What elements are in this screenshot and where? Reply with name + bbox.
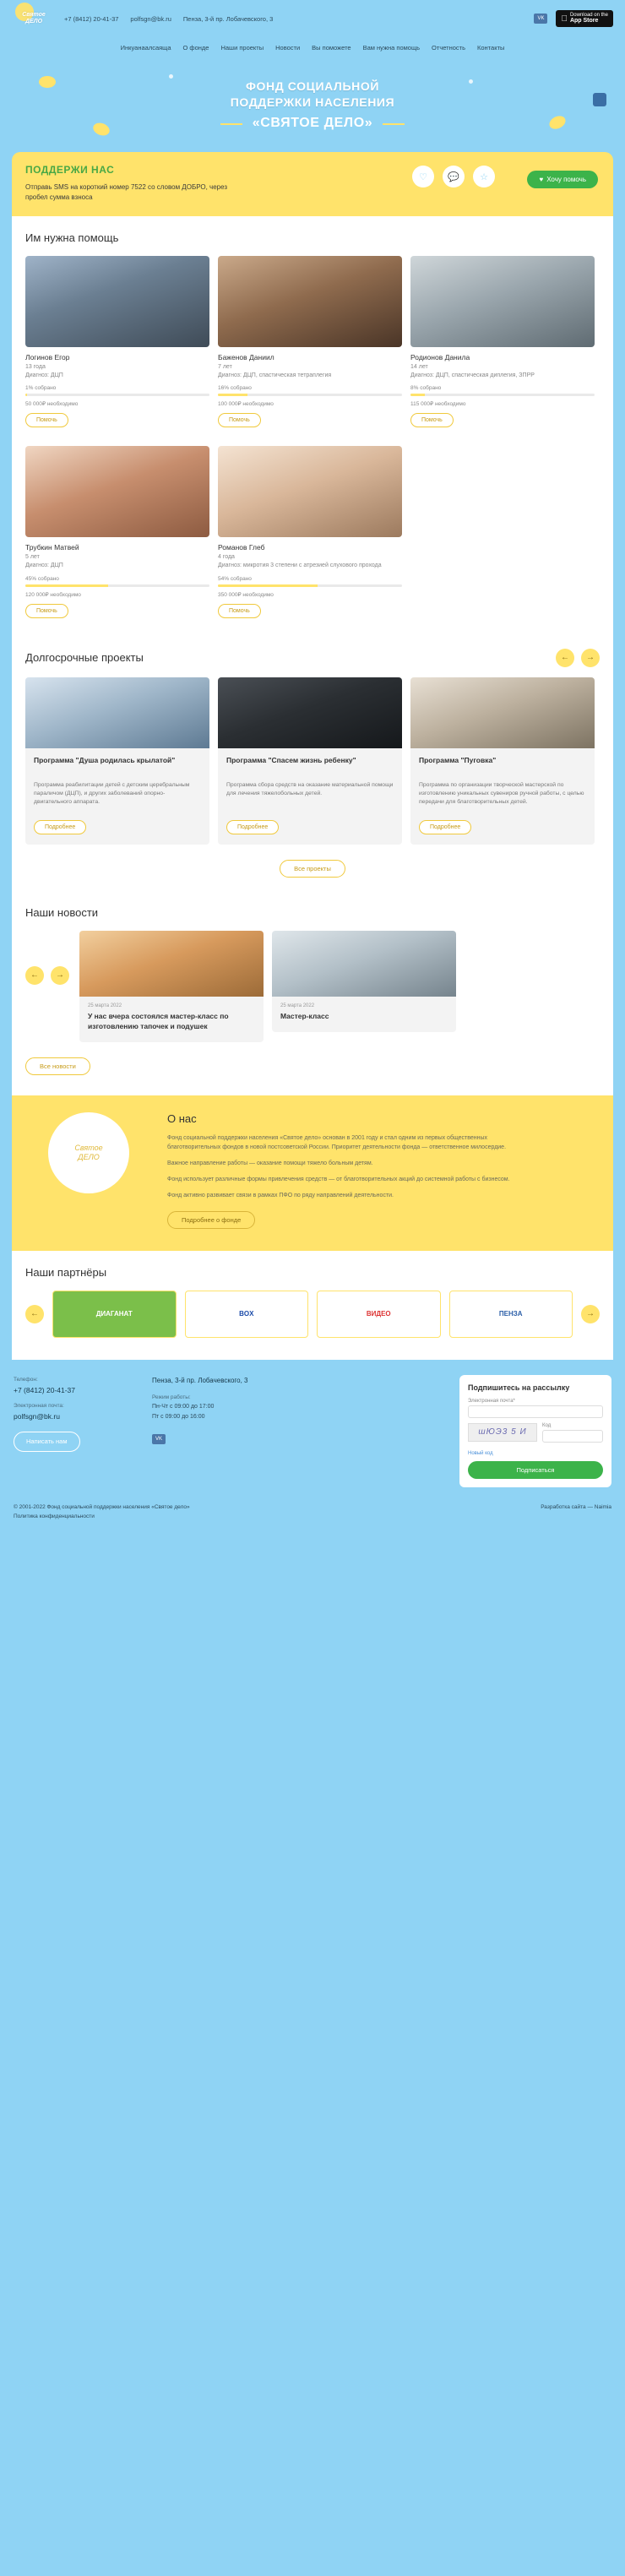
project-desc: Программа сбора средств на оказание материальной помощи для лечения тяжелобольных детей.	[226, 781, 394, 796]
chat-icon: 💬	[443, 166, 465, 187]
copyright-text: © 2001-2022 Фонд социальной поддержки населения «Святое дело»	[14, 1503, 190, 1510]
arrow-right-icon[interactable]: →	[51, 966, 69, 985]
new-code-link[interactable]: Новый код	[468, 1450, 493, 1456]
subscribe-button[interactable]: Подписаться	[468, 1461, 603, 1479]
child-name: Романов Глеб	[218, 543, 265, 552]
project-more-button[interactable]: Подробнее	[226, 820, 279, 834]
nav-item-6[interactable]: Отчетность	[432, 43, 465, 52]
footer-hours-2: Пт с 09:00 до 16:00	[152, 1414, 205, 1421]
heart-icon: ♡	[412, 166, 434, 187]
news-headline: У нас вчера состоялся мастер-класс по изготовлению тапочек и подушек	[88, 1011, 229, 1030]
write-to-us-button[interactable]: Написать нам	[14, 1432, 80, 1453]
footer-contacts	[14, 1375, 140, 1487]
about-body	[167, 1112, 600, 1229]
help-button[interactable]: Помочь	[25, 604, 68, 618]
support-title: ПОДДЕРЖИ НАС	[25, 164, 115, 176]
project-photo	[218, 677, 402, 748]
decor-dot-2	[469, 79, 473, 84]
hero-subtitle: «СВЯТОЕ ДЕЛО»	[241, 116, 385, 131]
about-logo	[25, 1112, 152, 1229]
news-carousel-controls	[25, 931, 69, 985]
decor-dot-1	[169, 74, 173, 79]
nav-item-2[interactable]: Наши проекты	[220, 43, 264, 52]
news-date: 25 марта 2022	[280, 1003, 315, 1008]
project-desc: Программа по организации творческой мастерской по изготовлению уникальных сувениров ручной работы, с целью передачи для благотворительных детей.	[419, 781, 584, 805]
projects-cards	[25, 677, 600, 845]
footer-email[interactable]: polfsgn@bk.ru	[14, 1412, 60, 1421]
help-button[interactable]: Помочь	[218, 604, 261, 618]
child-card[interactable]	[25, 446, 209, 617]
header-email[interactable]: polfsgn@bk.ru	[130, 14, 171, 23]
child-needed: 120 000₽ необходимо	[25, 591, 81, 598]
progress-bar	[218, 584, 402, 587]
footer-address: Пенза, 3-й пр. Лобачевского, 3	[152, 1376, 248, 1384]
nav-item-7[interactable]: Контакты	[477, 43, 505, 52]
help-button[interactable]: Помочь	[25, 413, 68, 427]
arrow-left-icon[interactable]: ←	[25, 966, 44, 985]
child-name: Логинов Егор	[25, 353, 70, 361]
decor-blob-1	[39, 76, 56, 88]
child-age: 4 года	[218, 554, 235, 561]
project-photo	[410, 677, 595, 748]
child-age: 14 лет	[410, 364, 428, 370]
arrow-left-icon[interactable]: ←	[25, 1305, 44, 1323]
nav-item-4[interactable]: Вы поможете	[312, 43, 351, 52]
news-photo	[272, 931, 456, 997]
child-photo	[25, 256, 209, 347]
about-logo-line1: Святое	[74, 1143, 103, 1152]
nav-item-1[interactable]: О фонде	[182, 43, 209, 52]
nav-item-5[interactable]: Вам нужна помощь	[362, 43, 421, 52]
child-name: Трубкин Матвей	[25, 543, 79, 552]
projects-carousel-controls	[556, 649, 600, 667]
support-text: Отправь SMS на короткий номер 7522 со словом ДОБРО, через пробел сумма взноса	[25, 183, 228, 201]
child-age: 5 лет	[25, 554, 40, 561]
news-card[interactable]	[79, 931, 264, 1042]
child-card[interactable]	[218, 446, 402, 617]
captcha-image: шЮЭ3 5 И	[468, 1423, 537, 1442]
projects-title: Долгосрочные проекты	[25, 651, 144, 665]
child-needed: 50 000₽ необходимо	[25, 401, 79, 408]
developer-credit[interactable]: Разработка сайта — Naimia	[541, 1503, 611, 1510]
help-button[interactable]: Помочь	[410, 413, 454, 427]
child-age: 13 года	[25, 364, 46, 370]
vk-icon[interactable]: VK	[152, 1434, 166, 1444]
child-age: 7 лет	[218, 364, 232, 370]
project-card[interactable]	[410, 677, 595, 845]
child-diagnosis: Диагноз: ДЦП, спастическая тетраплегия	[218, 372, 332, 378]
footer-phone[interactable]: +7 (8412) 20-41-37	[14, 1385, 76, 1394]
arrow-right-icon[interactable]: →	[581, 1305, 600, 1323]
footer-copyright	[0, 1496, 625, 1534]
child-diagnosis: Диагноз: ДЦП	[25, 562, 63, 569]
app-store-big: App Store	[569, 18, 599, 24]
news-section	[25, 931, 600, 1042]
progress-bar	[25, 394, 209, 396]
about-section	[12, 1095, 613, 1251]
decor-blob-2	[91, 121, 111, 138]
about-logo-line2: ДЕЛО	[78, 1152, 100, 1161]
all-projects-wrap	[25, 860, 600, 878]
child-needed: 115 000₽ необходимо	[410, 401, 466, 408]
project-desc: Программа реабилитации детей с детским церебральным параличом (ДЦП), и других заболеваний опорно-двигательного аппарата.	[34, 781, 190, 805]
project-more-button[interactable]: Подробнее	[34, 820, 86, 834]
heart-small-icon: ♥	[539, 176, 544, 183]
hero-title	[231, 79, 394, 111]
child-needed: 350 000₽ необходимо	[218, 591, 274, 598]
project-card[interactable]	[218, 677, 402, 845]
want-to-help-button[interactable]	[527, 171, 598, 188]
child-card[interactable]	[25, 256, 209, 427]
about-paragraph-0: Фонд социальной поддержки населения «Святое дело» основан в 2001 году и стал одним из первых общественных благотворительных фондов в новой постсоветской России. Приоритет деятельности фонда — ответственное милосердие.	[167, 1134, 507, 1150]
star-icon: ☆	[473, 166, 495, 187]
about-title: О нас	[167, 1111, 197, 1125]
partners-row	[25, 1291, 600, 1338]
partner-logo[interactable]: ДИАГАНАТ	[52, 1291, 177, 1338]
child-photo	[218, 446, 402, 537]
progress-bar	[218, 394, 402, 396]
child-percent: 54% собрано	[218, 575, 252, 582]
child-percent: 16% собрано	[218, 385, 252, 392]
site-logo[interactable]	[12, 2, 56, 35]
arrow-left-icon[interactable]: ←	[556, 649, 574, 667]
all-news-button[interactable]: Все новости	[25, 1057, 90, 1075]
child-needed: 100 000₽ необходимо	[218, 401, 274, 408]
child-photo	[410, 256, 595, 347]
footer-hours-label: Режим работы:	[152, 1394, 191, 1401]
hero-line1: ФОНД СОЦИАЛЬНОЙ	[246, 79, 379, 94]
partners-section	[12, 1251, 613, 1360]
subscribe-email-label: Электронная почта*	[468, 1398, 515, 1404]
partner-logo[interactable]: ПЕНЗА	[449, 1291, 573, 1338]
footer-phone-label: Телефон:	[14, 1376, 38, 1383]
about-paragraph-3: Фонд активно развивает связи в рамках ПФО по ряду направлений деятельности.	[167, 1193, 394, 1199]
help-section-title: Им нужна помощь	[25, 231, 119, 244]
child-card[interactable]	[218, 256, 402, 427]
news-title: Наши новости	[25, 905, 99, 919]
top-bar	[0, 0, 625, 37]
child-diagnosis: Диагноз: ДЦП	[25, 372, 63, 378]
news-date: 25 марта 2022	[88, 1003, 122, 1008]
decor-square	[593, 93, 606, 106]
news-headline: Мастер-класс	[280, 1011, 329, 1020]
logo-line1: Святое	[22, 12, 46, 19]
nav-item-3[interactable]: Новости	[275, 43, 301, 52]
about-paragraph-2: Фонд использует различные формы привлечения средств — от благотворительных акций до системной работы с бизнесом.	[167, 1177, 510, 1183]
about-logo-circle	[48, 1112, 129, 1193]
child-percent: 8% собрано	[410, 385, 442, 392]
child-percent: 45% собрано	[25, 575, 59, 582]
project-title: Программа "Пуговка"	[419, 755, 497, 764]
project-photo	[25, 677, 209, 748]
child-name: Родионов Данила	[410, 353, 470, 361]
all-news-wrap	[25, 1057, 600, 1075]
subscribe-title: Подпишитесь на рассылку	[468, 1383, 570, 1392]
partners-title: Наши партнёры	[25, 1265, 107, 1279]
about-paragraph-1: Важное направление работы — оказание помощи тяжело больным детям.	[167, 1160, 373, 1167]
apple-icon	[561, 14, 568, 24]
arrow-right-icon[interactable]: →	[581, 649, 600, 667]
news-photo	[79, 931, 264, 997]
hero-banner	[0, 57, 625, 152]
progress-bar	[410, 394, 595, 396]
support-icons	[412, 166, 495, 187]
children-cards	[25, 256, 600, 618]
help-button[interactable]: Помочь	[218, 413, 261, 427]
projects-header	[25, 649, 600, 667]
partner-logo[interactable]: BOX	[185, 1291, 309, 1338]
logo-line2: ДЕЛО	[24, 19, 43, 24]
project-title: Программа "Душа родилась крылатой"	[34, 755, 176, 764]
subscribe-email-input[interactable]	[468, 1405, 603, 1418]
hero-line2: ПОДДЕРЖКИ НАСЕЛЕНИЯ	[230, 95, 395, 109]
project-card[interactable]	[25, 677, 209, 845]
subscribe-form	[459, 1375, 611, 1487]
news-card[interactable]	[272, 931, 456, 1042]
child-percent: 1% собрано	[25, 385, 57, 392]
captcha-block	[468, 1423, 603, 1448]
captcha-code-label: Код	[542, 1422, 552, 1428]
progress-bar	[25, 584, 209, 587]
main-nav	[0, 37, 625, 57]
main-content	[12, 216, 613, 1095]
all-projects-button[interactable]: Все проекты	[280, 860, 345, 878]
nav-item-0[interactable]: Инкуанаалсаяща	[120, 43, 171, 52]
footer-hours-1: Пн-Чт с 09:00 до 17:00	[152, 1404, 215, 1410]
about-more-button[interactable]: Подробнее о фонде	[167, 1211, 255, 1229]
footer-address-block	[152, 1375, 296, 1487]
app-store-small: Download on the	[569, 12, 608, 18]
privacy-policy-link[interactable]: Политика конфиденциальности	[14, 1514, 95, 1520]
decor-blob-3	[547, 113, 568, 131]
header-address: Пенза, 3-й пр. Лобачевского, 3	[182, 14, 274, 23]
cards-filler	[410, 446, 595, 617]
captcha-code-input[interactable]	[542, 1430, 603, 1443]
want-to-help-label: Хочу помочь	[546, 176, 586, 183]
child-name: Баженов Даниил	[218, 353, 274, 361]
footer-email-label: Электронная почта:	[14, 1403, 64, 1410]
vk-icon[interactable]: VK	[534, 14, 547, 24]
app-store-button[interactable]	[556, 10, 613, 27]
support-panel	[12, 152, 613, 216]
child-diagnosis: Диагноз: микротия 3 степени с атрезией слухового прохода	[218, 562, 382, 569]
project-more-button[interactable]: Подробнее	[419, 820, 471, 834]
header-phone[interactable]: +7 (8412) 20-41-37	[64, 14, 119, 23]
child-photo	[218, 256, 402, 347]
child-card[interactable]	[410, 256, 595, 427]
project-title: Программа "Спасем жизнь ребенку"	[226, 755, 356, 764]
news-cards	[79, 931, 456, 1042]
partner-logo[interactable]: ВИДЕО	[317, 1291, 441, 1338]
top-contacts	[64, 15, 273, 23]
child-photo	[25, 446, 209, 537]
footer	[0, 1360, 625, 1496]
child-diagnosis: Диагноз: ДЦП, спастическая диплегия, ЗПРР	[410, 372, 535, 378]
